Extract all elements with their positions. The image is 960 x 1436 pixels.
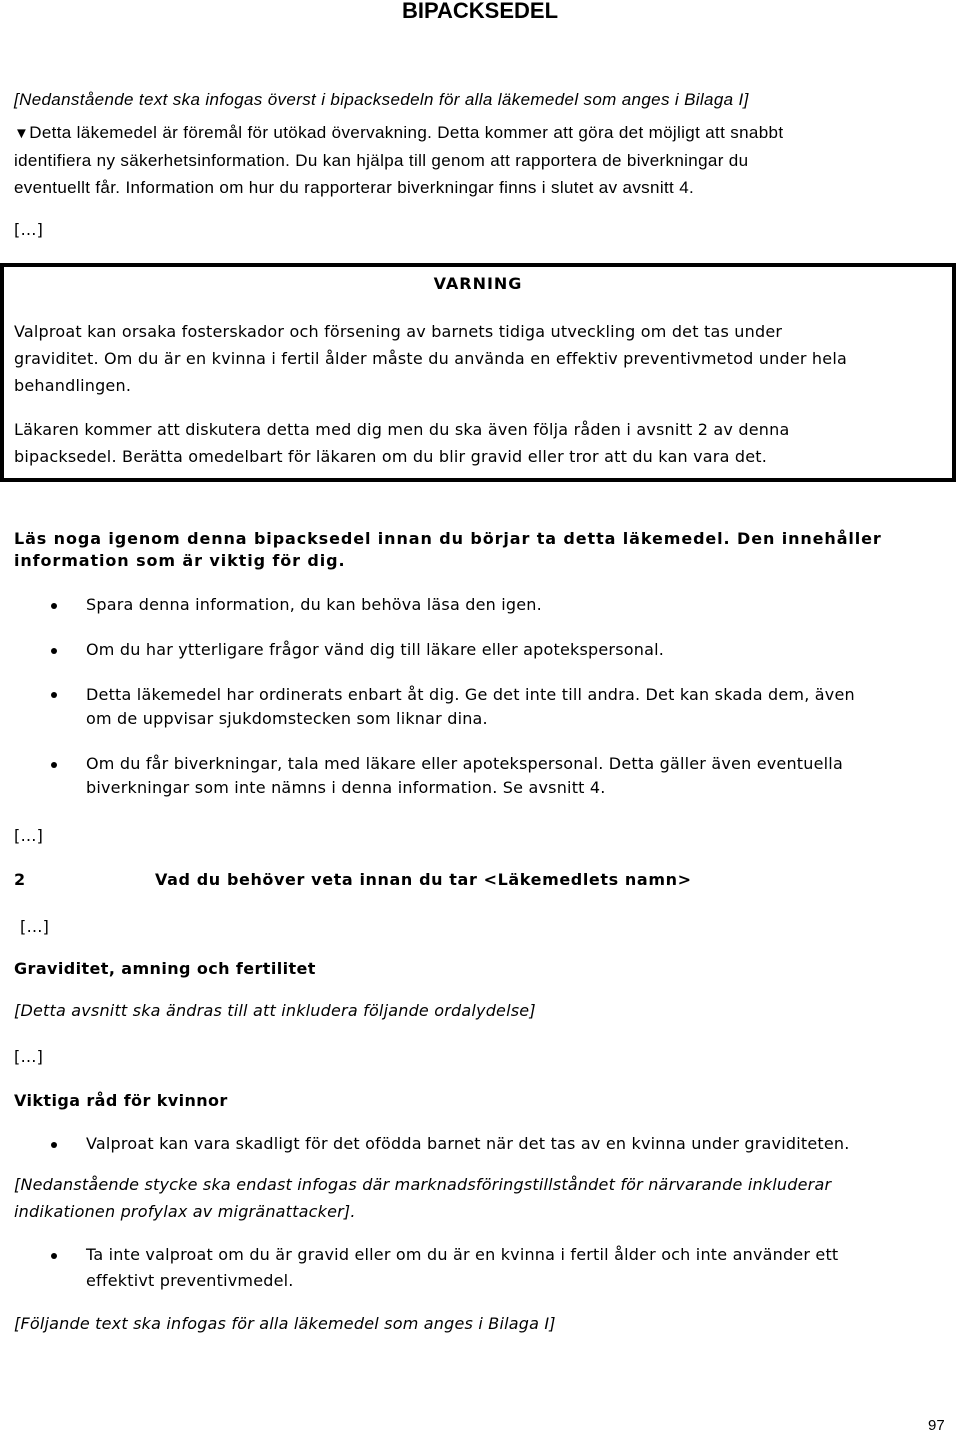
advice-bullet-2 <box>86 1241 838 1294</box>
read-carefully-notice <box>14 528 882 572</box>
bullet-dot-icon <box>51 648 57 654</box>
bullet-item-4 <box>86 750 843 801</box>
warning-paragraph-1 <box>14 318 847 399</box>
warning-box <box>0 263 956 482</box>
section-2-number: 2 <box>14 870 26 889</box>
warning-p1-line-1: Valproat kan orsaka fosterskador och försening av barnets tidiga utveckling om det tas under <box>14 322 783 341</box>
ellipsis-marker: […] <box>20 917 50 936</box>
ellipsis-marker: […] <box>14 1047 44 1066</box>
bullet-item-3-line-1: Detta läkemedel har ordinerats enbart åt dig. Ge det inte till andra. Det kan skada dem, även <box>86 685 855 704</box>
monitoring-line-1 <box>14 119 783 147</box>
bullet-dot-icon <box>51 762 57 768</box>
migraine-note <box>14 1171 831 1225</box>
bullet-item-4-line-2: biverkningar som inte nämns i denna information. Se avsnitt 4. <box>86 778 606 797</box>
warning-p2-line-2: bipacksedel. Berätta omedelbart för läkaren om du blir gravid eller tror att du kan vara det. <box>14 447 768 466</box>
advice-bullet-1: Valproat kan vara skadligt för det ofödda barnet när det tas av en kvinna under graviditeten. <box>86 1134 850 1153</box>
bullet-item-1: Spara denna information, du kan behöva läsa den igen. <box>86 595 542 614</box>
warning-paragraph-2 <box>14 416 789 470</box>
warning-heading: VARNING <box>433 274 523 293</box>
bullet-item-4-line-1: Om du får biverkningar, tala med läkare eller apotekspersonal. Detta gäller även eventuella <box>86 754 843 773</box>
read-carefully-line-2: information som är viktig för dig. <box>14 551 346 570</box>
migraine-note-line-2: indikationen profylax av migränattacker]. <box>14 1202 356 1221</box>
document-title: BIPACKSEDEL <box>401 0 559 23</box>
bullet-dot-icon <box>51 692 57 698</box>
warning-p2-line-1: Läkaren kommer att diskutera detta med dig men du ska även följa råden i avsnitt 2 av denna <box>14 420 790 439</box>
ellipsis-marker: […] <box>14 826 44 845</box>
change-note: [Detta avsnitt ska ändras till att inkludera följande ordalydelse] <box>14 1001 536 1020</box>
pregnancy-heading: Graviditet, amning och fertilitet <box>14 959 316 978</box>
warning-p1-line-2: graviditet. Om du är en kvinna i fertil ålder måste du använda en effektiv preventivmetod under hela <box>14 349 847 368</box>
monitoring-text: Detta läkemedel är föremål för utökad övervakning. Detta kommer att göra det möjligt att snabbt <box>29 123 784 142</box>
section-2-heading: Vad du behöver veta innan du tar <Läkemedlets namn> <box>155 870 692 889</box>
black-triangle-icon: ▼ <box>14 125 30 142</box>
bullet-item-3 <box>86 681 855 732</box>
bullet-dot-icon <box>51 1142 57 1148</box>
final-note: [Följande text ska infogas för alla läkemedel som anges i Bilaga I] <box>14 1314 556 1333</box>
bullet-item-3-line-2: om de uppvisar sjukdomstecken som liknar dina. <box>86 709 488 728</box>
bullet-dot-icon <box>51 603 57 609</box>
advice-bullet-2-line-2: effektivt preventivmedel. <box>86 1271 294 1290</box>
bullet-item-2: Om du har ytterligare frågor vänd dig till läkare eller apotekspersonal. <box>86 640 665 659</box>
monitoring-line-3: eventuellt får. Information om hur du rapporterar biverkningar finns i slutet av avsnitt 4. <box>14 178 695 197</box>
page-number: 97 <box>928 1417 945 1434</box>
read-carefully-line-1: Läs noga igenom denna bipacksedel innan du börjar ta detta läkemedel. Den innehåller <box>14 529 882 548</box>
migraine-note-line-1: [Nedanstående stycke ska endast infogas där marknadsföringstillståndet för närvarande inkluderar <box>14 1175 832 1194</box>
bullet-dot-icon <box>51 1253 57 1259</box>
advice-bullet-2-line-1: Ta inte valproat om du är gravid eller om du är en kvinna i fertil ålder och inte använder ett <box>86 1245 839 1264</box>
advice-heading: Viktiga råd för kvinnor <box>14 1091 228 1110</box>
intro-note: [Nedanstående text ska infogas överst i bipacksedeln för alla läkemedel som anges i Bilaga I] <box>14 90 749 109</box>
monitoring-line-2: identifiera ny säkerhetsinformation. Du kan hjälpa till genom att rapportera de biverkningar du <box>14 151 749 170</box>
warning-p1-line-3: behandlingen. <box>14 376 132 395</box>
ellipsis-marker: […] <box>14 220 44 239</box>
monitoring-paragraph <box>14 119 783 201</box>
